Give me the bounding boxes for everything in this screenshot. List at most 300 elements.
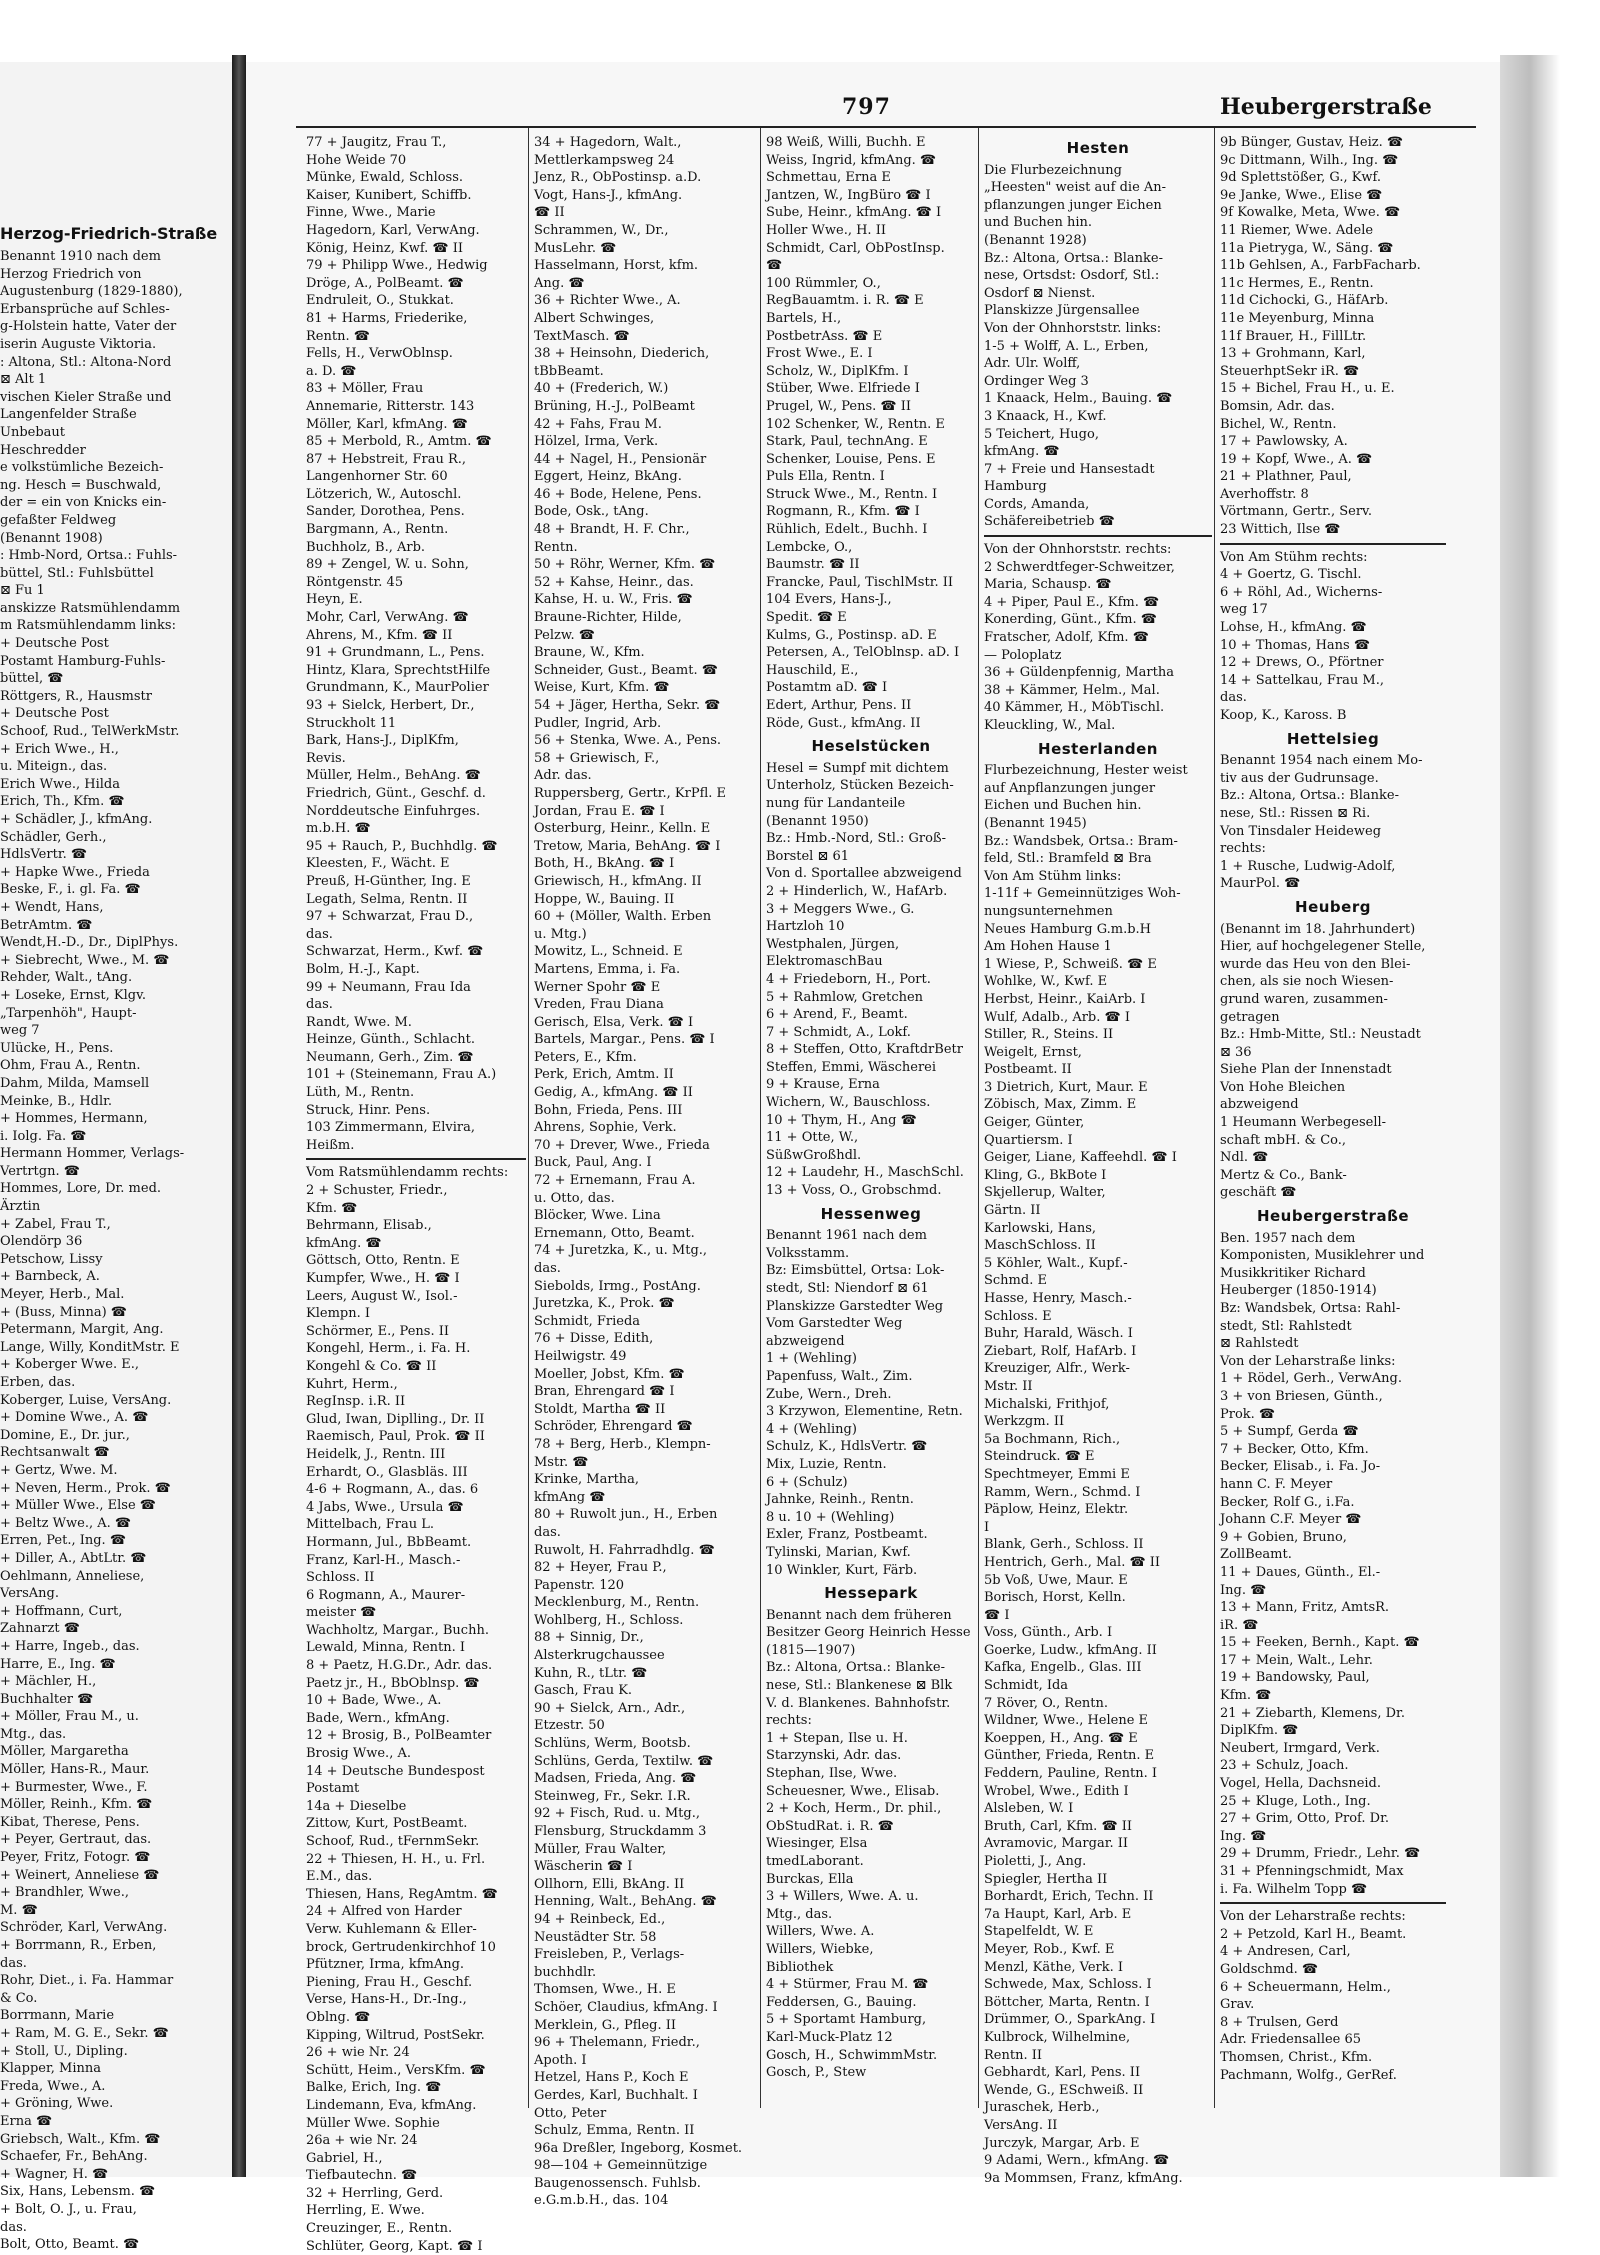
directory-entry: Rohr, Diet., i. Fa. Hammar bbox=[0, 1973, 174, 1989]
directory-entry: 26a + wie Nr. 24 bbox=[306, 2133, 418, 2149]
directory-entry: Von der Leharstraße links: bbox=[1220, 1353, 1396, 1369]
directory-entry: BetrAmtm. ☎ bbox=[0, 917, 93, 933]
directory-entry: 58 + Griewisch, F., bbox=[534, 750, 660, 766]
directory-entry: Krinke, Martha, bbox=[534, 1472, 640, 1488]
directory-entry: + Hommes, Hermann, bbox=[0, 1111, 148, 1127]
directory-entry: Kongehl, Herm., i. Fa. H. bbox=[306, 1341, 471, 1357]
directory-entry: Ahrens, Sophie, Verk. bbox=[534, 1120, 677, 1136]
directory-entry: a. D. ☎ bbox=[306, 363, 357, 379]
directory-entry: Werner Spohr ☎ E bbox=[534, 979, 661, 995]
directory-entry: Heyn, E. bbox=[306, 592, 363, 608]
directory-entry: der = ein von Knicks ein- bbox=[0, 495, 167, 511]
directory-entry: 4-6 + Rogmann, A., das. 6 bbox=[306, 1482, 479, 1498]
directory-entry: 9 Adami, Wern., kfmAng. ☎ bbox=[984, 2153, 1170, 2169]
directory-entry: Die Flurbezeichnung bbox=[984, 162, 1122, 178]
directory-entry: Schmettau, Erna E bbox=[766, 170, 891, 186]
directory-entry: 1-11f + Gemeinnütziges Woh- bbox=[984, 886, 1181, 902]
directory-entry: Kfm. ☎ bbox=[306, 1200, 358, 1216]
directory-entry: das. bbox=[1220, 690, 1247, 706]
directory-entry: 21 + Plathner, Paul, bbox=[1220, 469, 1352, 485]
directory-entry: Adr. Friedensallee 65 bbox=[1220, 2032, 1362, 2048]
directory-entry: Kahse, H. u. W., Fris. ☎ bbox=[534, 592, 693, 608]
directory-entry: Schäfereibetrieb ☎ bbox=[984, 514, 1115, 530]
directory-entry: Mtg., das. bbox=[0, 1726, 67, 1742]
directory-entry: MusLehr. ☎ bbox=[534, 240, 617, 256]
directory-entry: Koop, K., Kaross. B bbox=[1220, 708, 1347, 723]
directory-entry: Mettlerkampsweg 24 bbox=[534, 152, 675, 168]
directory-entry: 5a Bochmann, Rich., bbox=[984, 1431, 1121, 1447]
directory-entry: 4 + Piper, Paul E., Kfm. ☎ bbox=[984, 594, 1160, 610]
directory-entry: 10 + Thym, H., Ang ☎ bbox=[766, 1112, 917, 1128]
directory-entry: 1 Knaack, Helm., Bauing. ☎ bbox=[984, 391, 1173, 407]
directory-entry: Bz.: Altona, Ortsa.: Blanke- bbox=[766, 1660, 945, 1676]
left-page-street-title: Herzog-Friedrich-Straße bbox=[0, 224, 218, 243]
directory-entry: Kuhrt, Herm., bbox=[306, 1376, 398, 1392]
directory-entry: + Hapke Wwe., Frieda bbox=[0, 864, 150, 880]
directory-entry: 99 + Neumann, Frau Ida bbox=[306, 979, 471, 995]
directory-entry: u. Miteign., das. bbox=[0, 759, 108, 775]
directory-entry: Schmidt, Frieda bbox=[534, 1313, 641, 1329]
directory-entry: 36 + Güldenpfennig, Martha bbox=[984, 665, 1174, 681]
directory-entry: Bichel, W., Rentn. bbox=[1220, 416, 1337, 432]
directory-entry: Baumstr. ☎ II bbox=[766, 557, 860, 573]
directory-entry: Postamt bbox=[306, 1781, 360, 1797]
directory-entry: Mertz & Co., Bank- bbox=[1220, 1167, 1347, 1183]
directory-entry: ObStudRat. i. R. ☎ bbox=[766, 1818, 894, 1834]
directory-entry: Komponisten, Musiklehrer und bbox=[1220, 1248, 1425, 1264]
directory-entry: Hentrich, Gerh., Mal. ☎ II bbox=[984, 1554, 1161, 1570]
directory-entry: Möller, Karl, kfmAng. ☎ bbox=[306, 416, 468, 432]
directory-entry: 89 + Zengel, W. u. Sohn, bbox=[306, 557, 469, 573]
directory-entry: Meyer, Rob., Kwf. E bbox=[984, 1941, 1115, 1957]
directory-entry: Unbebaut bbox=[0, 424, 66, 440]
directory-column-2 bbox=[534, 134, 758, 2210]
directory-entry: Petschow, Lissy bbox=[0, 1251, 103, 1267]
directory-entry: Schoof, Rud., tFernmSekr. bbox=[306, 1834, 480, 1849]
directory-entry: + Domine Wwe., A. ☎ bbox=[0, 1410, 149, 1426]
directory-entry: 17 + Mein, Walt., Lehr. bbox=[1220, 1652, 1373, 1668]
directory-entry: Creuzinger, E., Rentn. bbox=[306, 2221, 453, 2237]
directory-entry: Norddeutsche Einfuhrges. bbox=[306, 803, 481, 819]
directory-entry: Kreuziger, Alfr., Werk- bbox=[984, 1361, 1130, 1377]
directory-entry: MaschSchloss. II bbox=[984, 1238, 1096, 1254]
directory-entry: Goerke, Ludw., kfmAng. II bbox=[984, 1642, 1157, 1658]
directory-entry: geschäft ☎ bbox=[1220, 1185, 1297, 1201]
directory-entry: 3 + Meggers Wwe., G. bbox=[766, 901, 915, 917]
directory-entry: 5 Köhler, Walt., Kupf.- bbox=[984, 1255, 1128, 1271]
directory-entry: Von der Ohnhorststr. links: bbox=[984, 320, 1162, 336]
directory-entry: Wohlke, W., Kwf. E bbox=[984, 974, 1108, 990]
directory-entry: Steindruck. ☎ E bbox=[984, 1449, 1095, 1465]
directory-entry: + Gröning, Wwe. bbox=[0, 2096, 114, 2112]
directory-entry: Struckholt 11 bbox=[306, 715, 397, 731]
directory-entry: büttel, ☎ bbox=[0, 671, 64, 687]
directory-entry: Klapper, Minna bbox=[0, 2061, 101, 2077]
directory-entry: Kumpfer, Wwe., H. ☎ I bbox=[306, 1271, 460, 1286]
directory-entry: Hamburg bbox=[984, 479, 1047, 495]
directory-entry: 87 + Hebstreit, Frau R., bbox=[306, 451, 467, 467]
directory-entry: 5 + Sumpf, Gerda ☎ bbox=[1220, 1424, 1359, 1440]
directory-entry: Bark, Hans-J., DiplKfm, bbox=[306, 733, 459, 749]
directory-entry: (Benannt im 18. Jahrhundert) bbox=[1220, 921, 1416, 937]
directory-entry: Papenfuss, Walt., Zim. bbox=[766, 1368, 913, 1384]
directory-entry: Henning, Walt., BehAng. ☎ bbox=[534, 1894, 717, 1910]
directory-entry: Steffen, Emmi, Wäscherei bbox=[766, 1059, 937, 1075]
directory-entry: Petersen, A., TelOblnsp. aD. I bbox=[766, 645, 960, 661]
directory-entry: Sander, Dorothea, Pens. bbox=[306, 504, 465, 520]
directory-entry: Wendt,H.-D., Dr., DiplPhys. bbox=[0, 935, 179, 951]
directory-entry: Ahrens, M., Kfm. ☎ II bbox=[306, 627, 453, 643]
directory-entry: Hermann Hommer, Verlags- bbox=[0, 1146, 185, 1162]
directory-entry: Lange, Willy, KonditMstr. E bbox=[0, 1339, 180, 1355]
street-heading: Heuberg bbox=[1295, 897, 1371, 916]
directory-entry: 11 Riemer, Wwe. Adele bbox=[1220, 222, 1374, 238]
directory-entry: E.M., das. bbox=[306, 1869, 373, 1885]
directory-entry: Rühlich, Edelt., Buchh. I bbox=[766, 522, 928, 538]
directory-entry: Mix, Luzie, Rentn. bbox=[766, 1456, 887, 1472]
directory-entry: Schöer, Claudius, kfmAng. I bbox=[534, 1999, 718, 2015]
directory-entry: Erich, Th., Kfm. ☎ bbox=[0, 794, 125, 810]
directory-entry: Vom Garstedter Weg bbox=[766, 1316, 903, 1332]
directory-entry: ⊠ 36 bbox=[1220, 1044, 1252, 1060]
directory-entry: pflanzungen junger Eichen bbox=[984, 197, 1162, 213]
directory-entry: rechts: bbox=[766, 1713, 812, 1729]
directory-entry: 77 + Jaugitz, Frau T., bbox=[306, 135, 447, 150]
directory-entry: Möller, Hans-R., Maur. bbox=[0, 1762, 150, 1778]
directory-entry: gefaßter Feldweg bbox=[0, 512, 117, 528]
directory-entry: RegBauamtm. i. R. ☎ E bbox=[766, 293, 924, 309]
directory-entry: PostbetrAss. ☎ E bbox=[766, 328, 883, 344]
directory-entry: Madsen, Frieda, Ang. ☎ bbox=[534, 1771, 697, 1787]
directory-entry: Lötzerich, W., Autoschl. bbox=[306, 486, 462, 502]
directory-entry: Borisch, Horst, Kelln. bbox=[984, 1590, 1126, 1606]
directory-entry: Mowitz, L., Schneid. E bbox=[534, 944, 683, 960]
directory-entry: Kleuckling, W., Mal. bbox=[984, 718, 1116, 733]
directory-entry: (Benannt 1945) bbox=[984, 815, 1087, 831]
directory-entry: Goldschmd. ☎ bbox=[1220, 1961, 1319, 1977]
directory-entry: 4 + Goertz, G. Tischl. bbox=[1220, 567, 1362, 583]
directory-entry: Schörmer, E., Pens. II bbox=[306, 1323, 449, 1339]
directory-entry: Jantzen, W., IngBüro ☎ I bbox=[766, 187, 931, 203]
directory-entry: Lindemann, Eva, kfmAng. bbox=[306, 2097, 477, 2113]
directory-entry: Weise, Kurt, Kfm. ☎ bbox=[534, 680, 670, 696]
directory-entry: Musikkritiker Richard bbox=[1220, 1265, 1366, 1281]
directory-entry: 4 + Andresen, Carl, bbox=[1220, 1944, 1351, 1960]
directory-entry: + Beltz Wwe., A. ☎ bbox=[0, 1515, 132, 1531]
directory-entry: Bargmann, A., Rentn. bbox=[306, 522, 449, 538]
directory-entry: Bran, Ehrengard ☎ I bbox=[534, 1384, 675, 1400]
directory-entry: 14a + Dieselbe bbox=[306, 1798, 407, 1814]
directory-entry: 5 + Sportamt Hamburg, bbox=[766, 2012, 927, 2028]
directory-entry: ZollBeamt. bbox=[1220, 1547, 1292, 1563]
directory-entry: Hormann, Jul., BbBeamt. bbox=[306, 1534, 472, 1550]
directory-entry: Kleesten, F., Wächt. E bbox=[306, 856, 450, 872]
directory-entry: Bz.: Altona, Ortsa.: Blanke- bbox=[984, 250, 1163, 266]
directory-entry: Lewald, Minna, Rentn. I bbox=[306, 1640, 466, 1656]
directory-entry: 3 Krzywon, Elementine, Retn. bbox=[766, 1404, 963, 1420]
directory-entry: 31 + Pfenningschmidt, Max bbox=[1220, 1864, 1404, 1879]
directory-entry: Scheuesner, Wwe., Elisab. bbox=[766, 1783, 940, 1799]
directory-entry: 2 Schwerdtfeger-Schweitzer, bbox=[984, 559, 1175, 575]
directory-entry: 15 + Bichel, Frau H., u. E. bbox=[1220, 381, 1395, 397]
directory-entry: 8 u. 10 + (Wehling) bbox=[766, 1509, 895, 1525]
directory-entry: Schröder, Ehrengard ☎ bbox=[534, 1419, 693, 1435]
directory-entry: 11 + Otte, W., bbox=[766, 1130, 859, 1146]
directory-entry: m Ratsmühlendamm links: bbox=[0, 618, 176, 634]
directory-entry: 78 + Berg, Herb., Klempn- bbox=[534, 1436, 711, 1452]
directory-entry: 9 + Gobien, Bruno, bbox=[1220, 1529, 1347, 1545]
directory-entry: 92 + Fisch, Rud. u. Mtg., bbox=[534, 1806, 700, 1822]
directory-entry: 11e Meyenburg, Minna bbox=[1220, 310, 1375, 326]
directory-entry: das. bbox=[306, 997, 333, 1013]
directory-entry: Finne, Wwe., Marie bbox=[306, 205, 436, 221]
directory-entry: Menzl, Käthe, Verk. I bbox=[984, 1959, 1124, 1975]
directory-entry: u. Otto, das. bbox=[534, 1190, 615, 1206]
directory-entry: Borstel ⊠ 61 bbox=[766, 848, 850, 864]
directory-entry: wurde das Heu von den Blei- bbox=[1220, 956, 1411, 972]
directory-entry: 1 + Rusche, Ludwig-Adolf, bbox=[1220, 858, 1396, 874]
directory-entry: Erna ☎ bbox=[0, 2113, 53, 2129]
directory-entry: Koberger, Luise, VersAng. bbox=[0, 1392, 172, 1408]
directory-entry: Werkzgm. II bbox=[984, 1414, 1065, 1430]
directory-entry: Wiesinger, Elsa bbox=[766, 1836, 868, 1852]
directory-entry: RegInsp. i.R. II bbox=[306, 1394, 406, 1410]
directory-entry: + Müller Wwe., Else ☎ bbox=[0, 1498, 156, 1514]
directory-entry: Von der Ohnhorststr. rechts: bbox=[984, 542, 1172, 558]
directory-entry: Frost Wwe., E. I bbox=[766, 346, 873, 362]
directory-entry: + (Buss, Minna) ☎ bbox=[0, 1304, 127, 1320]
directory-entry: Beske, F., i. gl. Fa. ☎ bbox=[0, 882, 141, 898]
directory-entry: 9 + Krause, Erna bbox=[766, 1077, 880, 1093]
directory-entry: (Benannt 1950) bbox=[766, 813, 869, 829]
directory-entry: Planskizze Garstedter Weg bbox=[766, 1298, 944, 1314]
directory-entry: Pfützner, Irma, kfmAng. bbox=[306, 1957, 465, 1973]
directory-entry: Buchholz, B., Arb. bbox=[306, 539, 426, 555]
directory-entry: Gärtn. II bbox=[984, 1203, 1041, 1219]
directory-entry: SüßwGroßhdl. bbox=[766, 1147, 862, 1163]
directory-entry: Glud, Iwan, Diplling., Dr. II bbox=[306, 1411, 485, 1427]
directory-entry: Meyer, Herb., Mal. bbox=[0, 1287, 125, 1303]
directory-entry: Gosch, H., SchwimmMstr. bbox=[766, 2047, 938, 2063]
directory-entry: Ruppersberg, Gertr., KrPfl. E bbox=[534, 785, 726, 801]
directory-entry: Vertrtgn. ☎ bbox=[0, 1163, 80, 1179]
directory-entry: Schmidt, Carl, ObPostInsp. bbox=[766, 240, 945, 256]
directory-entry: e volkstümliche Bezeich- bbox=[0, 460, 164, 476]
directory-entry: Pelzw. ☎ bbox=[534, 627, 595, 643]
directory-entry: 54 + Jäger, Hertha, Sekr. ☎ bbox=[534, 698, 721, 713]
directory-entry: + Borrmann, R., Erben, bbox=[0, 1938, 157, 1953]
directory-entry: „Tarpenhöh", Haupt- bbox=[0, 1005, 137, 1021]
directory-entry: Buck, Paul, Ang. I bbox=[534, 1155, 652, 1171]
directory-entry: Avramovic, Margar. II bbox=[984, 1836, 1129, 1852]
directory-entry: + Wendt, Hans, bbox=[0, 899, 104, 915]
directory-entry: das. bbox=[306, 926, 333, 942]
directory-entry: Karl-Muck-Platz 12 bbox=[766, 2029, 893, 2045]
directory-entry: Johann C.F. Meyer ☎ bbox=[1220, 1512, 1362, 1528]
street-heading: Hesterlanden bbox=[1038, 739, 1158, 758]
directory-entry: 15 + Feeken, Bernh., Kapt. ☎ bbox=[1220, 1635, 1420, 1651]
directory-entry: 95 + Rauch, P., Buchhdlg. ☎ bbox=[306, 838, 498, 854]
directory-entry: Wäscherin ☎ I bbox=[534, 1859, 633, 1875]
directory-entry: kfmAng ☎ bbox=[534, 1489, 606, 1505]
directory-entry: 6 + (Schulz) bbox=[766, 1474, 848, 1490]
directory-entry: Tylinski, Marian, Kwf. bbox=[766, 1544, 911, 1560]
directory-entry: das. bbox=[0, 2219, 27, 2235]
directory-entry: Neustädter Str. 58 bbox=[534, 1929, 657, 1945]
book-gutter bbox=[232, 55, 246, 2177]
directory-entry: Gosch, P., Stew bbox=[766, 2065, 867, 2081]
directory-entry: Brüning, H.-J., PolBeamt bbox=[534, 398, 695, 414]
directory-entry: e.G.m.b.H., das. 104 bbox=[534, 2193, 669, 2209]
directory-entry: 13 + Grohmann, Karl, bbox=[1220, 346, 1366, 362]
directory-entry: VersAng. II bbox=[984, 2117, 1058, 2133]
directory-entry: Postamt Hamburg-Fuhls- bbox=[0, 653, 166, 669]
directory-entry: Ernemann, Otto, Beamt. bbox=[534, 1225, 695, 1241]
directory-entry: Bartels, Margar., Pens. ☎ I bbox=[534, 1032, 715, 1048]
directory-entry: Kipping, Wiltrud, PostSekr. bbox=[306, 2027, 485, 2043]
directory-entry: 8 + Paetz, H.G.Dr., Adr. das. bbox=[306, 1658, 493, 1674]
directory-entry: 10 + Thomas, Hans ☎ bbox=[1220, 637, 1371, 653]
directory-entry: nungsunternehmen bbox=[984, 903, 1113, 919]
directory-entry: feld, Stl.: Bramfeld ⊠ Bra bbox=[984, 851, 1152, 867]
directory-entry: 7 + Schmidt, A., Lokf. bbox=[766, 1024, 911, 1040]
directory-entry: weg 17 bbox=[1220, 602, 1268, 618]
directory-entry: Maria, Schausp. ☎ bbox=[984, 577, 1112, 593]
directory-entry: Peters, E., Kfm. bbox=[534, 1049, 637, 1065]
directory-entry: Möller, Margaretha bbox=[0, 1744, 129, 1760]
directory-entry: 96a Dreßler, Ingeborg, Kosmet. bbox=[534, 2140, 743, 2156]
directory-entry: Both, H., BkAng. ☎ I bbox=[534, 856, 675, 872]
directory-entry: Schwede, Max, Schloss. I bbox=[984, 1977, 1152, 1993]
directory-entry: Eichen und Buchen hin. bbox=[984, 798, 1142, 814]
directory-entry: Ramm, Wern., Schmd. I bbox=[984, 1484, 1141, 1500]
directory-entry: 7 + Freie und Hansestadt bbox=[984, 461, 1155, 477]
directory-entry: grund waren, zusammen- bbox=[1220, 991, 1388, 1007]
directory-entry: Schlüns, Werm, Bootsb. bbox=[534, 1736, 691, 1752]
directory-entry: i. Iolg. Fa. ☎ bbox=[0, 1128, 87, 1144]
directory-entry: Zittow, Kurt, PostBeamt. bbox=[306, 1816, 468, 1832]
directory-entry: + Loseke, Ernst, Klgv. bbox=[0, 987, 147, 1003]
directory-entry: Spechtmeyer, Emmi E bbox=[984, 1466, 1130, 1482]
directory-entry: 11 + Daues, Günth., El.- bbox=[1220, 1564, 1381, 1580]
directory-entry: HdlsVertr. ☎ bbox=[0, 847, 88, 863]
directory-entry: Freda, Wwe., A. bbox=[0, 2078, 106, 2094]
directory-entry: Puls Ella, Rentn. I bbox=[766, 469, 885, 485]
directory-entry: vischen Kieler Straße und bbox=[0, 389, 172, 405]
directory-entry: 9f Kowalke, Meta, Wwe. ☎ bbox=[1220, 205, 1401, 221]
directory-entry: Schmd. E bbox=[984, 1273, 1047, 1289]
directory-entry: ⊠ Alt 1 bbox=[0, 372, 47, 388]
directory-entry: 29 + Drumm, Friedr., Lehr. ☎ bbox=[1220, 1846, 1421, 1862]
directory-entry: Von Hohe Bleichen bbox=[1220, 1079, 1346, 1095]
directory-entry: m.b.H. ☎ bbox=[306, 821, 371, 837]
directory-entry: 104 Evers, Hans-J., bbox=[766, 592, 892, 608]
directory-entry: Ndl. ☎ bbox=[1220, 1150, 1269, 1166]
directory-entry: Hoppe, W., Bauing. II bbox=[534, 891, 675, 907]
directory-entry: Kling, G., BkBote I bbox=[984, 1167, 1107, 1183]
directory-entry: brock, Gertrudenkirchhof 10 bbox=[306, 1939, 496, 1955]
directory-entry: 9b Bünger, Gustav, Heiz. ☎ bbox=[1220, 135, 1404, 150]
directory-entry: 13 + Voss, O., Grobschmd. bbox=[766, 1183, 942, 1199]
directory-entry: Raemisch, Paul, Prok. ☎ II bbox=[306, 1429, 485, 1445]
directory-entry: I bbox=[984, 1519, 990, 1535]
directory-entry: abzweigend bbox=[1220, 1097, 1299, 1113]
directory-entry: Juraschek, Herb., bbox=[984, 2100, 1100, 2116]
directory-entry: Stark, Paul, technAng. E bbox=[766, 434, 928, 450]
left-page bbox=[0, 62, 232, 2253]
directory-entry: Siehe Plan der Innenstadt bbox=[1220, 1062, 1392, 1078]
directory-entry: Bruth, Carl, Kfm. ☎ II bbox=[984, 1818, 1133, 1834]
directory-entry: Neumann, Gerh., Zim. ☎ bbox=[306, 1049, 474, 1065]
directory-entry: + Erich Wwe., H., bbox=[0, 741, 119, 757]
directory-entry: Lohse, H., kfmAng. ☎ bbox=[1220, 620, 1367, 636]
directory-entry: Brosig Wwe., A. bbox=[306, 1746, 411, 1762]
directory-entry: Alsleben, W. I bbox=[984, 1801, 1074, 1817]
directory-entry: 81 + Harms, Friederike, bbox=[306, 310, 468, 326]
directory-entry: Kongehl & Co. ☎ II bbox=[306, 1358, 437, 1374]
directory-entry: Mittelbach, Frau L. bbox=[306, 1517, 435, 1533]
directory-entry: Verw. Kuhlemann & Eller- bbox=[306, 1921, 477, 1937]
directory-entry: + Stoll, U., Dipling. bbox=[0, 2043, 128, 2059]
directory-entry: 1-5 + Wolff, A. L., Erben, bbox=[984, 338, 1149, 354]
directory-entry: Konerding, Günt., Kfm. ☎ bbox=[984, 612, 1157, 628]
directory-entry: 9e Janke, Wwe., Elise ☎ bbox=[1220, 187, 1383, 203]
directory-entry: 23 Wittich, Ilse ☎ bbox=[1220, 522, 1341, 538]
directory-entry: 40 + (Frederich, W.) bbox=[534, 381, 669, 397]
directory-entry: Geiger, Günter, bbox=[984, 1115, 1085, 1131]
directory-entry: Von Am Stühm rechts: bbox=[1220, 549, 1368, 565]
directory-entry: Exler, Franz, Postbeamt. bbox=[766, 1527, 928, 1543]
directory-entry: Dröge, A., PolBeamt. ☎ bbox=[306, 275, 464, 291]
directory-entry: Mecklenburg, M., Rentn. bbox=[534, 1595, 700, 1611]
directory-entry: Wildner, Wwe., Helene E bbox=[984, 1713, 1149, 1729]
directory-entry: Stiller, R., Steins. II bbox=[984, 1027, 1114, 1043]
directory-entry: Vreden, Frau Diana bbox=[534, 997, 664, 1013]
directory-entry: + Wagner, H. ☎ bbox=[0, 2166, 109, 2182]
directory-entry: Hesel = Sumpf mit dichtem bbox=[766, 760, 949, 776]
directory-entry: 4 + Friedeborn, H., Port. bbox=[766, 971, 931, 987]
directory-entry: Erich Wwe., Hilda bbox=[0, 776, 120, 792]
directory-entry: iR. ☎ bbox=[1220, 1617, 1259, 1633]
directory-entry: Unterholz, Stücken Bezeich- bbox=[766, 778, 954, 794]
directory-entry: TextMasch. ☎ bbox=[534, 328, 630, 344]
directory-entry: 32 + Herrling, Gerd. bbox=[306, 2185, 444, 2201]
directory-entry: Rehder, Walt., tAng. bbox=[0, 970, 133, 986]
directory-entry: 100 Rümmler, O., bbox=[766, 275, 881, 291]
directory-entry: 88 + Sinnig, Dr., bbox=[534, 1630, 644, 1646]
directory-entry: nung für Landanteile bbox=[766, 795, 906, 811]
directory-entry: Koeppen, H., Ang. ☎ E bbox=[984, 1730, 1138, 1746]
directory-entry: Randt, Wwe. M. bbox=[306, 1014, 412, 1030]
directory-entry: Averhoffstr. 8 bbox=[1220, 486, 1309, 502]
directory-entry: : Altona, Stl.: Altona-Nord bbox=[0, 354, 172, 370]
directory-entry: 82 + Heyer, Frau P., bbox=[534, 1560, 667, 1576]
directory-entry: Flurbezeichnung, Hester weist bbox=[984, 763, 1188, 779]
directory-entry: 1 + (Wehling) bbox=[766, 1351, 857, 1367]
directory-entry: Steinweg, Fr., Sekr. I.R. bbox=[534, 1788, 691, 1804]
directory-entry: Spiegler, Hertha II bbox=[984, 1871, 1108, 1887]
directory-entry: + Hoffmann, Curt, bbox=[0, 1603, 123, 1619]
directory-entry: Revis. bbox=[306, 750, 346, 766]
directory-entry: 76 + Disse, Edith, bbox=[534, 1331, 654, 1347]
directory-entry: Ollhorn, Elli, BkAng. II bbox=[534, 1876, 685, 1892]
directory-entry: Hartzloh 10 bbox=[766, 919, 845, 935]
directory-entry: ☎ II bbox=[534, 205, 565, 221]
directory-entry: Bz.: Hmb-Mitte, Stl.: Neustadt bbox=[1220, 1027, 1421, 1043]
directory-entry: Benannt 1961 nach dem bbox=[766, 1228, 927, 1244]
directory-entry: Moeller, Jobst, Kfm. ☎ bbox=[534, 1366, 685, 1382]
directory-entry: Balke, Erich, Ing. ☎ bbox=[306, 2080, 442, 2096]
